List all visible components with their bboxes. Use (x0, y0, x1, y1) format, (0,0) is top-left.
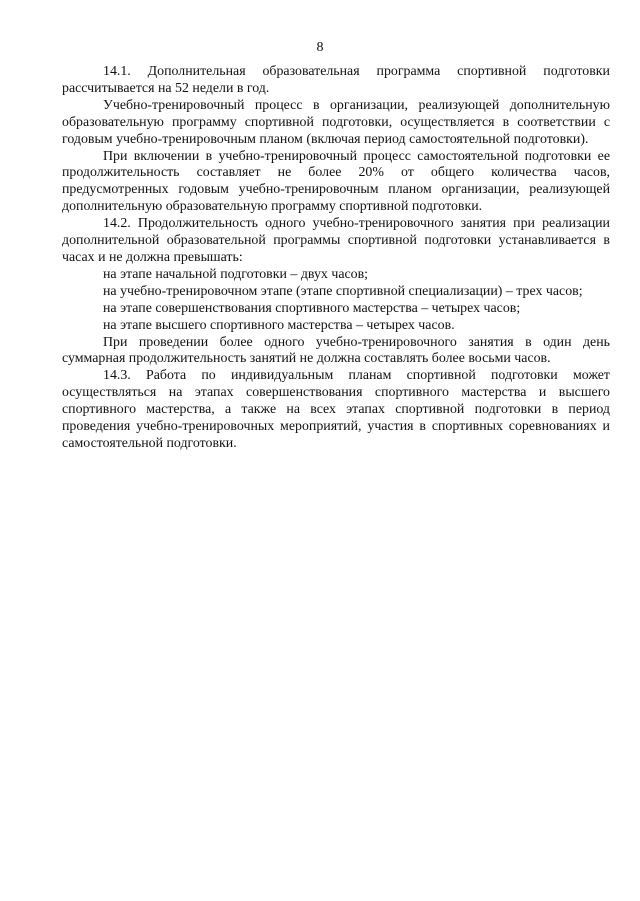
list-item-improvement-stage: на этапе совершенствования спортивного мастерства – четырех часов; (103, 300, 521, 316)
paragraph-daily-limit: При проведении более одного учебно-тренировочного занятия в один день суммарная продолжительность занятий не должна составлять более восьми часов. (62, 334, 610, 367)
paragraph-14-3: 14.3. Работа по индивидуальным планам спортивной подготовки может осуществляться на этапах совершенствования спортивного мастерства и высшего спортивного мастерства, а также на всех этапах спортивной подготовки в период проведения учебно-тренировочных мероприятий, участия в спортивных соревнованиях и самостоятельной подготовки. (62, 368, 610, 451)
paragraph-14-1: 14.1. Дополнительная образовательная программа спортивной подготовки рассчитывается на 52 недели в год. (62, 64, 610, 96)
list-item-training-stage: на учебно-тренировочном этапе (этапе спортивной специализации) – трех часов; (103, 283, 583, 299)
document-body (62, 64, 610, 453)
list-item-initial-stage: на этапе начальной подготовки – двух часов; (103, 266, 369, 282)
paragraph-self-training: При включении в учебно-тренировочный процесс самостоятельной подготовки ее продолжительность составляет не более 20% от общего количества часов, предусмотренных годовым учебно-тренировочным планом организации, реализующей дополнительную образовательную программу спортивной подготовки. (62, 148, 610, 215)
paragraph-14-2: 14.2. Продолжительность одного учебно-тренировочного занятия при реализации дополнительной образовательной программы спортивной подготовки устанавливается в часах и не должна превышать: (62, 216, 610, 265)
list-item-highest-stage: на этапе высшего спортивного мастерства – четырех часов. (103, 317, 455, 333)
page-number: 8 (316, 40, 324, 55)
paragraph-training-process: Учебно-тренировочный процесс в организации, реализующей дополнительную образовательную программу спортивной подготовки, осуществляется в соответствии с годовым учебно-тренировочным планом (включая период самостоятельной подготовки). (62, 97, 610, 147)
